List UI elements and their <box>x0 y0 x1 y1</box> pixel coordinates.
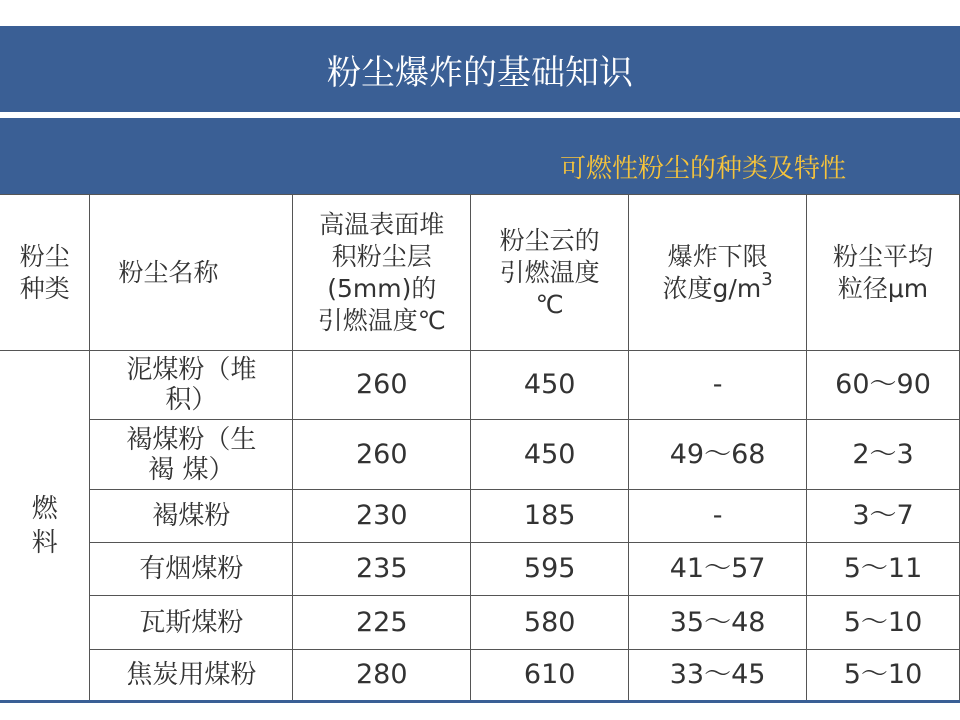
cell-particle-size: 2～3 <box>807 420 960 490</box>
cell-lower-explosive-limit: 49～68 <box>629 420 807 490</box>
header-lower-explosive-limit <box>629 195 807 351</box>
cell-dust-name: 有烟煤粉 <box>90 543 293 596</box>
cell-dust-name: 褐煤粉 <box>90 490 293 543</box>
cell-particle-size: 3～7 <box>807 490 960 543</box>
cell-cloud-ignition: 595 <box>471 543 629 596</box>
cell-particle-size: 5～10 <box>807 650 960 701</box>
cell-lower-explosive-limit: 35～48 <box>629 596 807 650</box>
cell-cloud-ignition: 185 <box>471 490 629 543</box>
header-lel-superscript: 3 <box>761 268 773 290</box>
cell-particle-size: 60～90 <box>807 351 960 420</box>
header-particle-size: 粉尘平均 粒径μm <box>807 195 960 351</box>
cell-cloud-ignition: 610 <box>471 650 629 701</box>
header-lel-text: 爆炸下限 浓度g/m <box>662 241 768 303</box>
slide-title: 粉尘爆炸的基础知识 <box>327 52 633 93</box>
subtitle-banner <box>0 118 960 194</box>
cell-dust-name: 褐煤粉（生 褐 煤） <box>90 420 293 490</box>
header-dust-category: 粉尘 种类 <box>0 195 90 351</box>
cell-particle-size: 5～10 <box>807 596 960 650</box>
table-row <box>0 596 960 650</box>
cell-surface-ignition: 280 <box>293 650 471 701</box>
cell-cloud-ignition: 450 <box>471 351 629 420</box>
table-row <box>0 490 960 543</box>
cell-dust-name: 泥煤粉（堆 积） <box>90 351 293 420</box>
header-cloud-ignition-temp: 粉尘云的 引燃温度 ℃ <box>471 195 629 351</box>
dust-properties-table-wrapper <box>0 194 960 701</box>
cell-surface-ignition: 235 <box>293 543 471 596</box>
cell-lower-explosive-limit: 33～45 <box>629 650 807 701</box>
cell-surface-ignition: 260 <box>293 351 471 420</box>
dust-properties-table <box>0 194 960 701</box>
cell-cloud-ignition: 580 <box>471 596 629 650</box>
cell-lower-explosive-limit: 41～57 <box>629 543 807 596</box>
title-banner <box>0 26 960 112</box>
cell-surface-ignition: 260 <box>293 420 471 490</box>
bottom-divider <box>0 700 960 703</box>
table-row <box>0 650 960 701</box>
table-row <box>0 420 960 490</box>
header-dust-name: 粉尘名称 <box>90 195 293 351</box>
slide-subtitle: 可燃性粉尘的种类及特性 <box>560 154 847 184</box>
cell-dust-name: 焦炭用煤粉 <box>90 650 293 701</box>
cell-dust-name: 瓦斯煤粉 <box>90 596 293 650</box>
cell-surface-ignition: 230 <box>293 490 471 543</box>
cell-particle-size: 5～11 <box>807 543 960 596</box>
table-header-row <box>0 195 960 351</box>
table-row <box>0 543 960 596</box>
header-surface-ignition-temp: 高温表面堆 积粉尘层 (5mm)的 引燃温度℃ <box>293 195 471 351</box>
cell-lower-explosive-limit: - <box>629 490 807 543</box>
cell-surface-ignition: 225 <box>293 596 471 650</box>
cell-cloud-ignition: 450 <box>471 420 629 490</box>
table-row <box>0 351 960 420</box>
category-fuel-cell: 燃 料 <box>0 351 90 701</box>
cell-lower-explosive-limit: - <box>629 351 807 420</box>
